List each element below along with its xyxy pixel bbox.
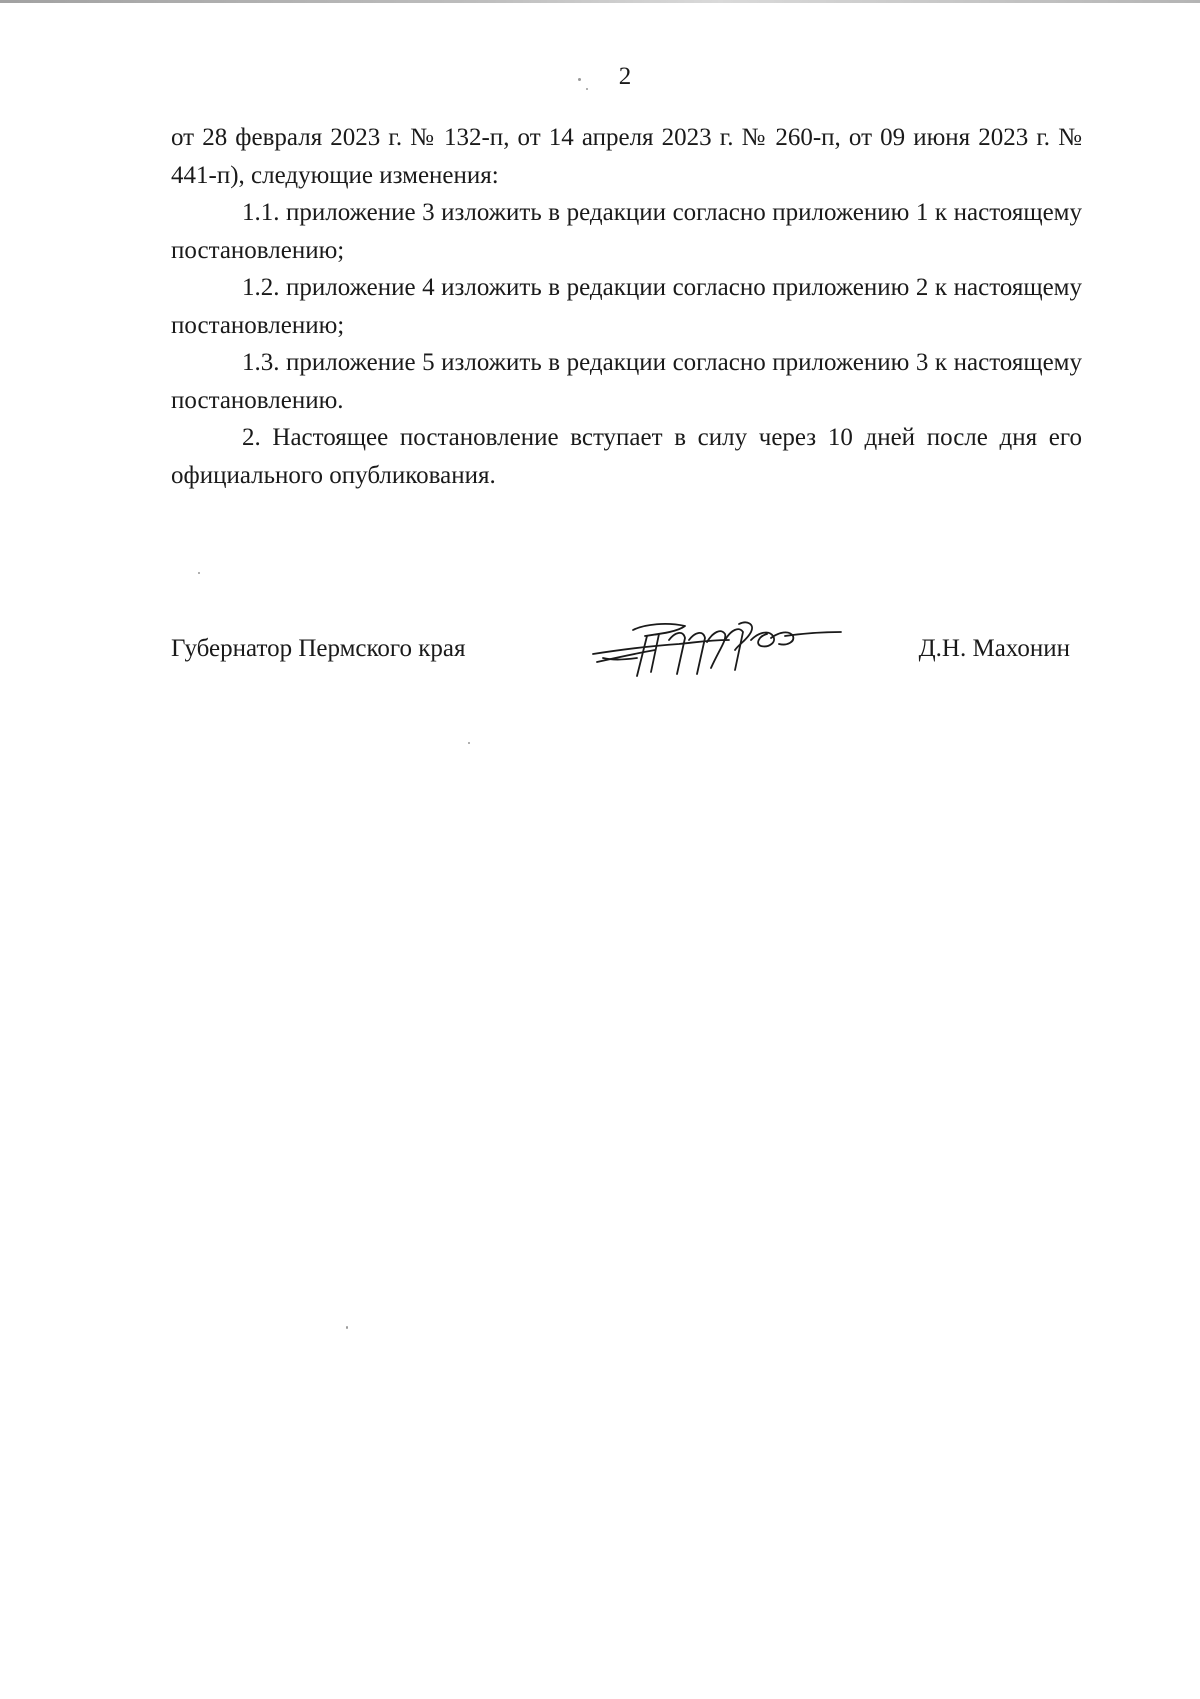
handwritten-signature-icon <box>589 610 845 690</box>
page-number: 2 <box>618 63 632 90</box>
paragraph-continuation: от 28 февраля 2023 г. № 132-п, от 14 апреля 2023 г. № 260-п, от 09 июня 2023 г. № 441-п), следующие изменения: <box>171 124 1082 189</box>
paragraph-item-1-2: 1.2. приложение 4 изложить в редакции согласно приложению 2 к настоящему постановлению; <box>171 274 1082 339</box>
scan-speck <box>198 572 200 574</box>
paragraph-item-2: 2. Настоящее постановление вступает в силу через 10 дней после дня его официального опубликования. <box>171 424 1082 489</box>
paragraph-item-1-3: 1.3. приложение 5 изложить в редакции согласно приложению 3 к настоящему постановлению. <box>171 349 1082 414</box>
paragraph-item-1-1: 1.1. приложение 3 изложить в редакции согласно приложению 1 к настоящему постановлению; <box>171 199 1082 264</box>
scan-speck <box>586 88 588 90</box>
signatory-name: Д.Н. Махонин <box>918 635 1070 662</box>
scan-speck <box>468 742 470 744</box>
scan-edge <box>0 0 1200 3</box>
scan-speck <box>346 1326 348 1329</box>
signatory-position: Губернатор Пермского края <box>171 635 466 662</box>
scan-speck <box>578 78 581 81</box>
document-body <box>171 119 1082 494</box>
signature-block <box>171 624 1082 704</box>
